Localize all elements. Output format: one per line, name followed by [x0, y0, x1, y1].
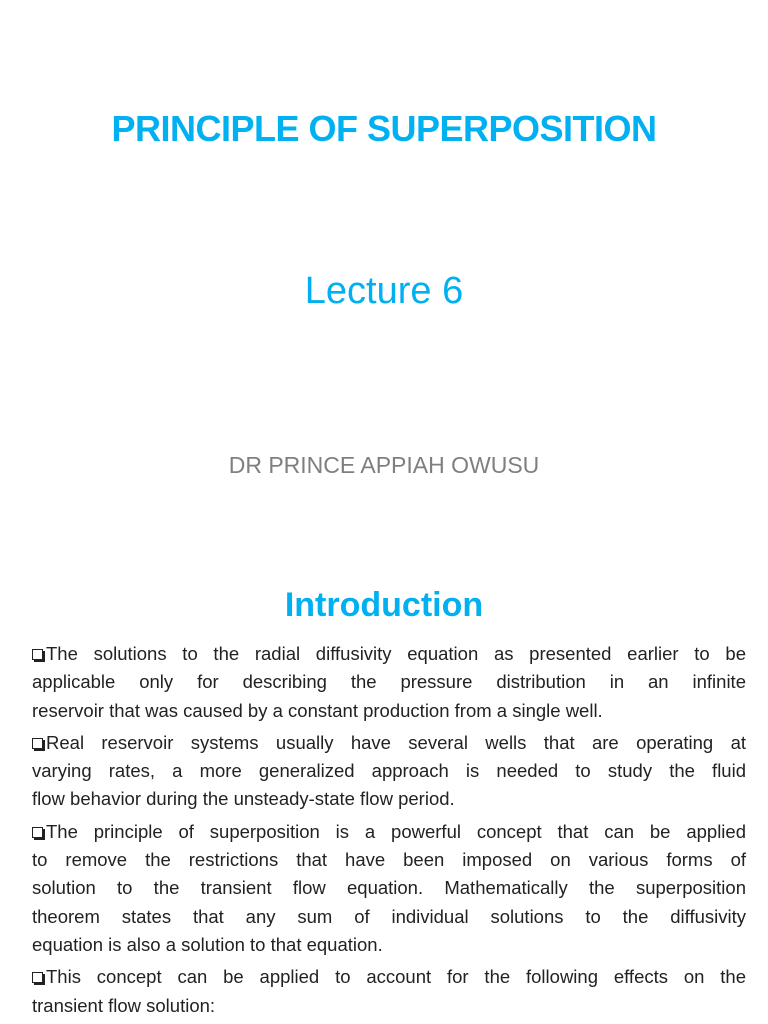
bullet-text: theorem states that any sum of individual solutions to the diffusivity [32, 905, 746, 927]
bullet-line [32, 818, 746, 846]
section-heading: Introduction [284, 586, 484, 624]
bullet-text: applicable only for describing the pressure distribution in an infinite [32, 671, 746, 693]
bullet-text: The solutions to the radial diffusivity equation as presented earlier to be [46, 643, 746, 664]
hollow-square-bullet-icon [32, 649, 43, 660]
bullet-line [32, 785, 746, 813]
bullet-item [32, 640, 746, 725]
hollow-square-bullet-icon [32, 827, 43, 838]
slide-title: PRINCIPLE OF SUPERPOSITION [111, 108, 657, 149]
hollow-square-bullet-icon [32, 972, 43, 983]
bullet-line [32, 903, 746, 931]
bullet-line [32, 874, 746, 902]
bullet-text: to remove the restrictions that have been imposed on various forms of [32, 849, 746, 871]
bullet-list [32, 640, 746, 1024]
bullet-item [32, 963, 746, 1020]
bullet-text: varying rates, a more generalized approach is needed to study the fluid [32, 760, 746, 782]
bullet-line [32, 757, 746, 785]
bullet-item [32, 818, 746, 959]
bullet-text: flow behavior during the unsteady-state flow period. [32, 788, 455, 810]
bullet-text: This concept can be applied to account for the following effects on the [46, 966, 746, 988]
bullet-line [32, 668, 746, 696]
bullet-text: solution to the transient flow equation. Mathematically the superposition [32, 877, 746, 899]
bullet-line [32, 992, 746, 1020]
bullet-text: equation is also a solution to that equation. [32, 933, 383, 955]
author-name: DR PRINCE APPIAH OWUSU [228, 452, 540, 478]
bullet-text: The principle of superposition is a powerful concept that can be applied [46, 820, 746, 842]
bullet-text: Real reservoir systems usually have several wells that are operating at [46, 731, 746, 753]
bullet-line [32, 931, 746, 959]
hollow-square-bullet-icon [32, 738, 43, 749]
bullet-line [32, 697, 746, 725]
bullet-text: transient flow solution: [32, 994, 216, 1016]
bullet-line [32, 963, 746, 991]
bullet-line [32, 846, 746, 874]
bullet-item [32, 729, 746, 814]
bullet-text: reservoir that was caused by a constant production from a single well. [32, 699, 603, 721]
bullet-line [32, 729, 746, 757]
bullet-line [32, 640, 746, 668]
lecture-subtitle: Lecture 6 [304, 270, 464, 312]
